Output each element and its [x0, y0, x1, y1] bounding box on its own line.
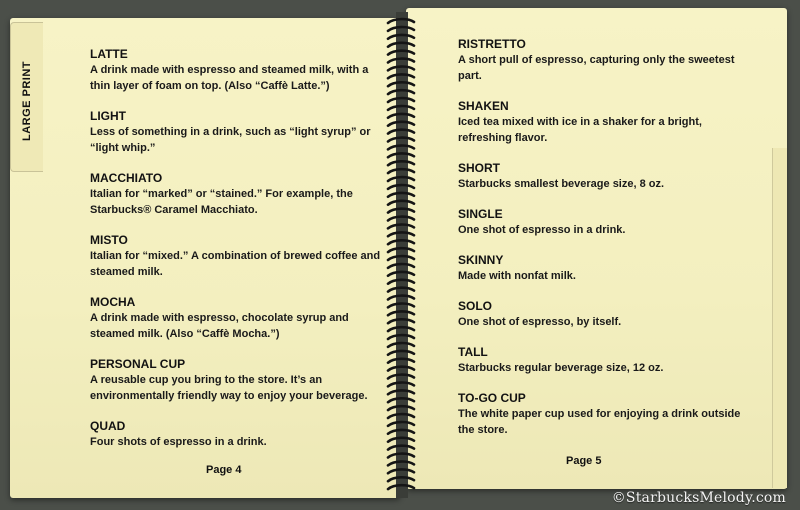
- binding-coil-loop: [388, 335, 414, 339]
- binding-coil-loop: [388, 114, 414, 118]
- glossary-entry: [90, 356, 390, 404]
- entry-definition: Four shots of espresso in a drink.: [90, 436, 267, 448]
- entry-term: TO-GO CUP: [458, 391, 526, 405]
- binding-coil-loop: [388, 59, 414, 63]
- entry-definition: The white paper cup used for enjoying a drink outside the store.: [458, 408, 741, 436]
- binding-coil-loop: [388, 343, 414, 347]
- binding-coil-loop: [388, 232, 414, 236]
- large-print-tab-label: LARGE PRINT: [21, 60, 33, 142]
- binding-coil-loop: [388, 138, 414, 142]
- binding-coil-loop: [388, 225, 414, 229]
- binding-coil-loop: [388, 264, 414, 268]
- binding-coil-loop: [388, 74, 414, 78]
- binding-coil-loop: [388, 438, 414, 442]
- right-page-entries: [458, 36, 758, 452]
- binding-coil-loop: [388, 272, 414, 276]
- binding-coil-loop: [388, 146, 414, 150]
- entry-term: PERSONAL CUP: [90, 357, 186, 371]
- entry-term: SKINNY: [458, 253, 504, 267]
- binding-coil-loop: [388, 304, 414, 308]
- page-number: Page 4: [206, 464, 242, 476]
- binding-coil-loop: [388, 193, 414, 197]
- entry-definition: Iced tea mixed with ice in a shaker for a bright, refreshing flavor.: [458, 116, 702, 144]
- entry-definition: One shot of espresso, by itself.: [458, 316, 622, 328]
- entry-definition: Made with nonfat milk.: [458, 270, 576, 282]
- entry-term: SOLO: [458, 299, 493, 313]
- binding-coil-loop: [388, 201, 414, 205]
- entry-definition: A drink made with espresso, chocolate syrup and steamed milk. (Also “Caffè Mocha.”): [90, 312, 349, 340]
- glossary-entry: [90, 170, 390, 218]
- left-page: [10, 18, 400, 498]
- binding-coil-loop: [388, 161, 414, 165]
- entry-term: LATTE: [90, 47, 128, 61]
- binding-coil-loop: [388, 90, 414, 94]
- glossary-entry: [458, 252, 758, 284]
- binding-coil-loop: [388, 177, 414, 181]
- right-page-tab-edge: [772, 148, 787, 488]
- entry-definition: Starbucks smallest beverage size, 8 oz.: [458, 178, 665, 190]
- binding-coil-loop: [388, 375, 414, 379]
- glossary-entry: [458, 206, 758, 238]
- entry-definition: One shot of espresso in a drink.: [458, 224, 626, 236]
- glossary-entry: [90, 46, 390, 94]
- binding-coil-loop: [388, 280, 414, 284]
- entry-term: SHORT: [458, 161, 500, 175]
- glossary-entry: [90, 294, 390, 342]
- binding-coil-loop: [388, 122, 414, 126]
- watermark: ©StarbucksMelody.com: [611, 490, 786, 506]
- binding-coil-loop: [388, 67, 414, 71]
- binding-coil-loop: [388, 130, 414, 134]
- glossary-entry: [90, 108, 390, 156]
- entry-definition: A short pull of espresso, capturing only the sweetest part.: [458, 54, 735, 82]
- binding-coil-loop: [388, 35, 414, 39]
- binding-coil-loop: [388, 383, 414, 387]
- binding-coil-loop: [388, 27, 414, 31]
- binding-coil-loop: [388, 248, 414, 252]
- glossary-entry: [90, 232, 390, 280]
- binding-coil-loop: [388, 454, 414, 458]
- entry-term: MISTO: [90, 233, 128, 247]
- entry-term: LIGHT: [90, 109, 126, 123]
- binding-coil-loop: [388, 319, 414, 323]
- binding-coil-loop: [388, 217, 414, 221]
- binding-coil-loop: [388, 477, 414, 481]
- binding-coil-loop: [388, 351, 414, 355]
- glossary-entry: [90, 418, 390, 450]
- entry-definition: A drink made with espresso and steamed milk, with a thin layer of foam on top. (Also “Caffè Latte.”): [90, 64, 369, 92]
- entry-term: SHAKEN: [458, 99, 509, 113]
- glossary-entry: [458, 344, 758, 376]
- glossary-entry: [458, 160, 758, 192]
- binding-coil-loop: [388, 367, 414, 371]
- binding-coil-loop: [388, 398, 414, 402]
- binding-coil-loop: [388, 462, 414, 466]
- large-print-tab: [10, 22, 43, 172]
- binding-coil-loop: [388, 256, 414, 260]
- glossary-entry: [458, 390, 758, 438]
- entry-definition: A reusable cup you bring to the store. It’s an environmentally friendly way to enjoy your beverage.: [90, 374, 368, 402]
- binding-coil-loop: [388, 51, 414, 55]
- entry-term: QUAD: [90, 419, 126, 433]
- glossary-entry: [458, 36, 758, 84]
- entry-term: MACCHIATO: [90, 171, 163, 185]
- binding-coil-loop: [388, 327, 414, 331]
- binding-coil-loop: [388, 43, 414, 47]
- binding-coil-loop: [388, 240, 414, 244]
- entry-definition: Italian for “marked” or “stained.” For example, the Starbucks® Caramel Macchiato.: [90, 188, 353, 216]
- right-page: [406, 8, 787, 489]
- binding-coil-loop: [388, 209, 414, 213]
- entry-definition: Italian for “mixed.” A combination of brewed coffee and steamed milk.: [90, 250, 381, 278]
- entry-term: RISTRETTO: [458, 37, 526, 51]
- binding-coil-loop: [388, 485, 414, 489]
- binding-coil-loop: [388, 359, 414, 363]
- binding-coil-loop: [388, 390, 414, 394]
- binding-coil-loop: [388, 430, 414, 434]
- entry-term: SINGLE: [458, 207, 503, 221]
- binding-coil-loop: [388, 19, 414, 23]
- binding-coil-loop: [388, 446, 414, 450]
- binding-coil-loop: [388, 98, 414, 102]
- binding-coil-loop: [388, 414, 414, 418]
- binding-coil-loop: [388, 422, 414, 426]
- binding-coil-loop: [388, 185, 414, 189]
- spiral-binding-coil-icon: [384, 14, 418, 494]
- binding-coil-loop: [388, 406, 414, 410]
- binding-coil-loop: [388, 169, 414, 173]
- entry-definition: Less of something in a drink, such as “light syrup” or “light whip.”: [90, 126, 371, 154]
- page-number: Page 5: [566, 455, 602, 467]
- entry-term: MOCHA: [90, 295, 136, 309]
- binding-coil-loop: [388, 469, 414, 473]
- entry-term: TALL: [458, 345, 488, 359]
- binding-coil-loop: [388, 288, 414, 292]
- binding-coil-loop: [388, 311, 414, 315]
- binding-coil-loop: [388, 296, 414, 300]
- binding-coil-loop: [388, 106, 414, 110]
- glossary-entry: [458, 98, 758, 146]
- left-page-entries: [90, 46, 390, 464]
- entry-definition: Starbucks regular beverage size, 12 oz.: [458, 362, 664, 374]
- binding-coil-loop: [388, 153, 414, 157]
- binding-coil-loop: [388, 82, 414, 86]
- glossary-entry: [458, 298, 758, 330]
